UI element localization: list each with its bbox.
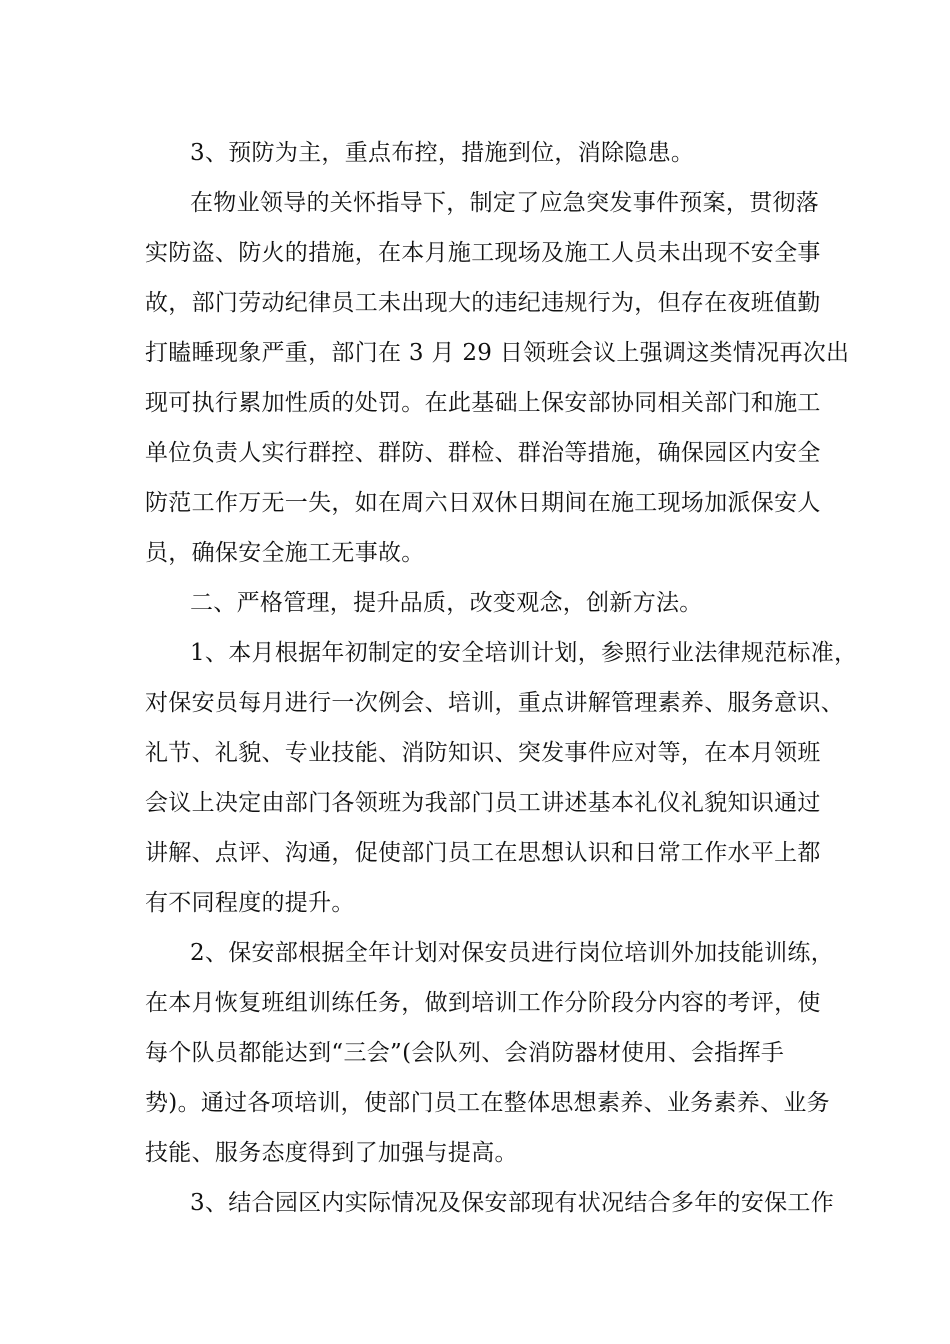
paragraph-line: 会议上决定由部门各领班为我部门员工讲述基本礼仪礼貌知识通过 [145, 790, 821, 816]
paragraph-line: 打瞌睡现象严重，部门在 3 月 29 日领班会议上强调这类情况再次出 [145, 340, 850, 366]
paragraph-line: 1、本月根据年初制定的安全培训计划，参照行业法律规范标准， [190, 640, 858, 666]
paragraph-line: 礼节、礼貌、专业技能、消防知识、突发事件应对等，在本月领班 [145, 740, 821, 766]
paragraph-line: 在物业领导的关怀指导下，制定了应急突发事件预案，贯彻落 [190, 190, 820, 216]
paragraph-line: 技能、服务态度得到了加强与提高。 [145, 1140, 518, 1166]
section-heading: 二、严格管理，提升品质，改变观念，创新方法。 [190, 590, 703, 616]
paragraph-line: 防范工作万无一失，如在周六日双休日期间在施工现场加派保安人 [145, 490, 821, 516]
paragraph-line: 在本月恢复班组训练任务，做到培训工作分阶段分内容的考评，使 [145, 990, 821, 1016]
paragraph-line: 员，确保安全施工无事故。 [145, 540, 425, 566]
paragraph-line: 对保安员每月进行一次例会、培训，重点讲解管理素养、服务意识、 [145, 690, 844, 716]
paragraph-line: 有不同程度的提升。 [145, 890, 355, 916]
paragraph-line: 3、结合园区内实际情况及保安部现有状况结合多年的安保工作 [190, 1190, 835, 1216]
paragraph-line: 故，部门劳动纪律员工未出现大的违纪违规行为，但存在夜班值勤 [145, 290, 821, 316]
paragraph-line: 单位负责人实行群控、群防、群检、群治等措施，确保园区内安全 [145, 440, 821, 466]
paragraph-line: 2、保安部根据全年计划对保安员进行岗位培训外加技能训练， [190, 940, 835, 966]
paragraph-line: 每个队员都能达到“三会”(会队列、会消防器材使用、会指挥手 [145, 1040, 785, 1066]
paragraph-line: 讲解、点评、沟通，促使部门员工在思想认识和日常工作水平上都 [145, 840, 821, 866]
paragraph-line: 现可执行累加性质的处罚。在此基础上保安部协同相关部门和施工 [145, 390, 821, 416]
paragraph-line: 实防盗、防火的措施，在本月施工现场及施工人员未出现不安全事 [145, 240, 821, 266]
paragraph-line: 势)。通过各项培训，使部门员工在整体思想素养、业务素养、业务 [145, 1090, 830, 1116]
paragraph-line: 3、预防为主，重点布控，措施到位，消除隐患。 [190, 140, 695, 166]
